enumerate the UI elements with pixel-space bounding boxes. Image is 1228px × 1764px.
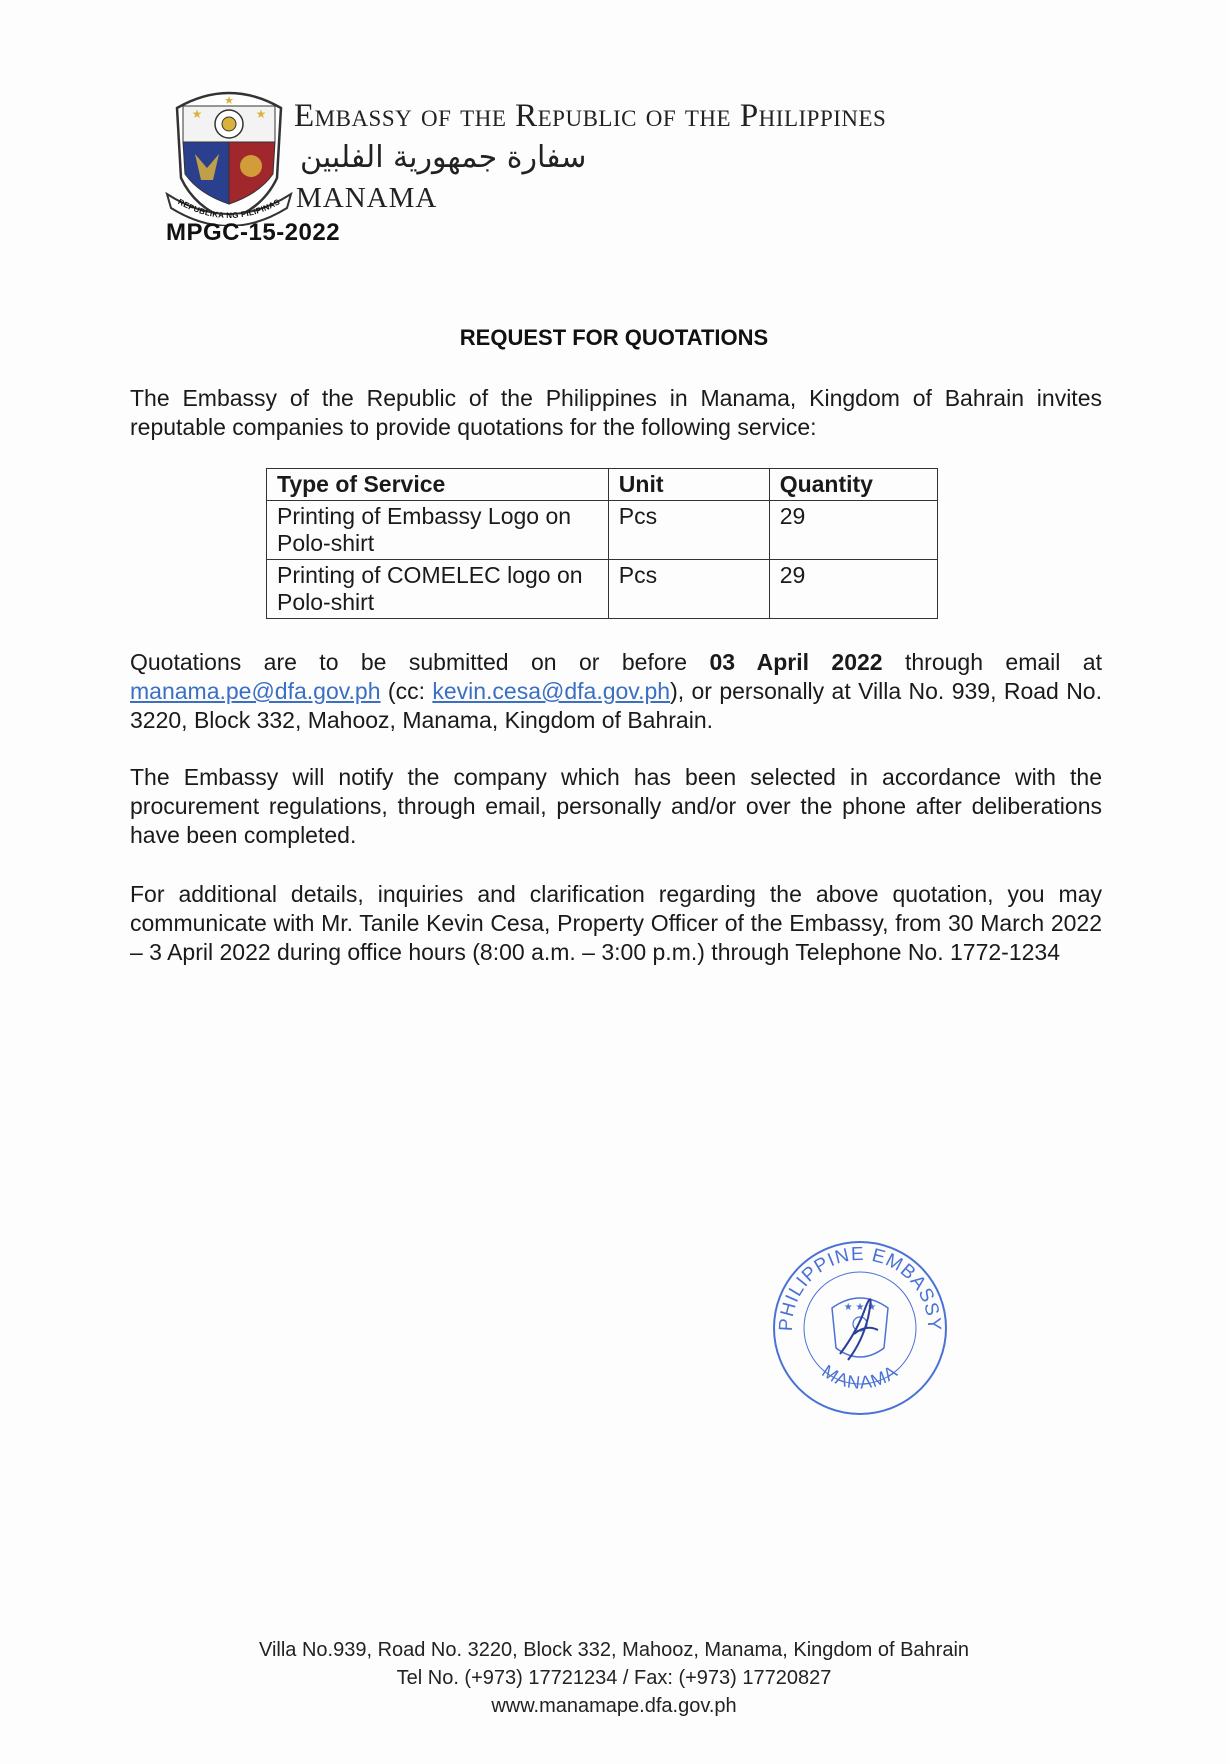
svg-text:★ ★ ★: ★ ★ ★ (843, 1302, 877, 1313)
stamp-bottom-text: MANAMA (818, 1361, 902, 1393)
svg-text:MANAMA (818, 1361, 901, 1393)
footer-address: Villa No.939, Road No. 3220, Block 332, Mahooz, Manama, Kingdom of Bahrain (258, 1639, 970, 1661)
primary-email-link[interactable]: manama.pe@dfa.gov.ph (130, 678, 381, 704)
page-footer (0, 1636, 1228, 1720)
cc-prefix: (cc: (380, 678, 433, 704)
embassy-title: Embassy of the Republic of the Philippines (294, 98, 887, 134)
unit-cell: Pcs (608, 560, 769, 619)
unit-cell: Pcs (608, 501, 769, 560)
submission-text-email-lead: through email at (882, 649, 1102, 675)
reference-number: MPGC-15-2022 (166, 219, 341, 246)
quantity-cell: 29 (769, 560, 937, 619)
svg-text:★: ★ (224, 95, 234, 107)
embassy-city: MANAMA (296, 182, 438, 214)
submission-paragraph (130, 648, 1102, 735)
embassy-stamp-icon (770, 1238, 950, 1418)
footer-website[interactable]: www.manamape.dfa.gov.ph (491, 1695, 737, 1717)
coat-of-arms-seal-icon (163, 84, 295, 226)
table-row (267, 560, 938, 619)
table-row (267, 501, 938, 560)
submission-text-lead: Quotations are to be submitted on or before (130, 649, 710, 675)
svg-text:PHILIPPINE EMBASSY (776, 1244, 944, 1332)
services-table (266, 468, 938, 619)
embassy-title-arabic: سفارة جمهورية الفلبين (300, 140, 587, 175)
svg-text:★: ★ (255, 107, 267, 121)
column-header-unit: Unit (608, 469, 769, 501)
stamp-top-text: PHILIPPINE EMBASSY (775, 1243, 945, 1332)
service-cell: Printing of Embassy Logo on Polo-shirt (267, 501, 609, 560)
footer-phone-fax: Tel No. (+973) 17721234 / Fax: (+973) 17720827 (396, 1667, 832, 1689)
service-cell: Printing of COMELEC logo on Polo-shirt (267, 560, 609, 619)
submission-address-text: ), or personally at Villa No. 939, Road No. 3220, Block 332, Mahooz, Manama, Kingdom of Bahrain. (130, 678, 1102, 733)
column-header-service: Type of Service (267, 469, 609, 501)
notification-paragraph: The Embassy will notify the company which has been selected in accordance with the procurement regulations, through email, personally and/or over the phone after deliberations have been completed. (130, 764, 1102, 848)
cc-email-link[interactable]: kevin.cesa@dfa.gov.ph (432, 678, 671, 704)
quantity-cell: 29 (769, 501, 937, 560)
table-header-row (267, 469, 938, 501)
svg-text:★: ★ (191, 107, 203, 121)
submission-deadline: 03 April 2022 (709, 649, 883, 675)
document-heading: REQUEST FOR QUOTATIONS (459, 325, 769, 350)
column-header-quantity: Quantity (769, 469, 937, 501)
contact-paragraph: For additional details, inquiries and clarification regarding the above quotation, you may communicate with Mr. Tanile Kevin Cesa, Property Officer of the Embassy, from 30 March 2022 – 3 April 2022 during office hours (8:00 a.m. – 3:00 p.m.) through Telephone No. 1772-1234 (130, 881, 1102, 965)
seal-banner-text: REPUBLIKA NG PILIPINAS (176, 197, 282, 221)
intro-paragraph: The Embassy of the Republic of the Philippines in Manama, Kingdom of Bahrain invites reputable companies to provide quotations for the following service: (130, 385, 1102, 440)
